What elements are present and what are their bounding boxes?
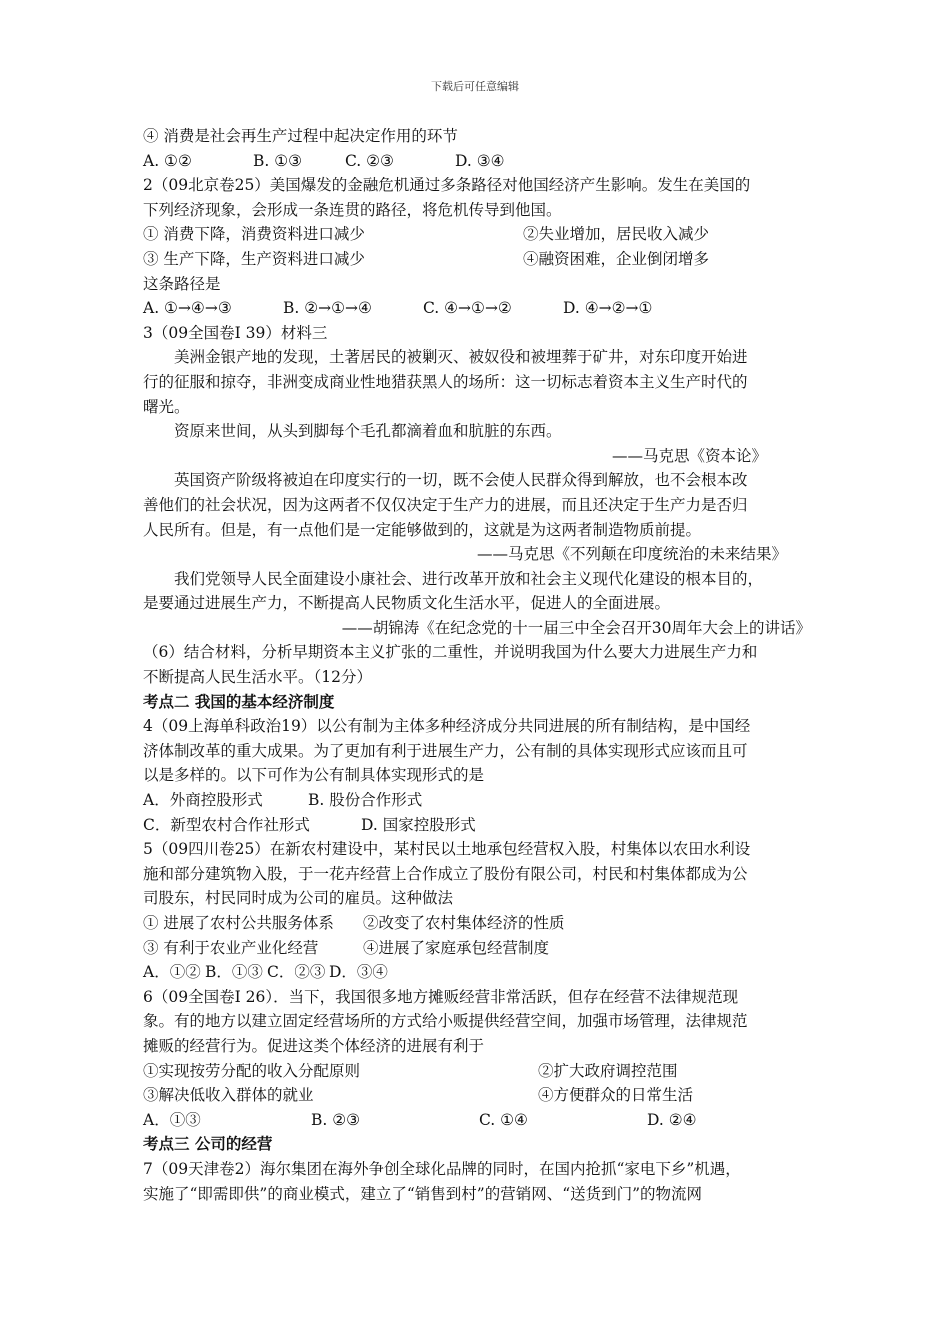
question-text: 5（09四川卷25）在新农村建设中，某村民以土地承包经营权入股，村集体以农田水利设 bbox=[143, 840, 751, 859]
option-b: B. ①③ bbox=[253, 151, 303, 170]
material-text: 曙光。 bbox=[143, 397, 190, 416]
material-text: 是要通过进展生产力，不断提高人民物质文化生活水平，促进人的全面进展。 bbox=[143, 594, 671, 613]
statement-row bbox=[143, 222, 823, 247]
statement-row bbox=[143, 247, 823, 272]
statement-3: ③ 生产下降，生产资料进口减少 bbox=[143, 249, 365, 268]
option-b: B. ②③ bbox=[311, 1110, 361, 1129]
question-text: 3（09全国卷Ⅰ 39）材料三 bbox=[143, 323, 328, 342]
answer-options bbox=[143, 296, 823, 321]
question-text: 济体制改革的重大成果。为了更加有利于进展生产力，公有制的具体实现形式应该而且可 bbox=[143, 741, 748, 760]
question-text: 6（09全国卷Ⅰ 26）．当下，我国很多地方摊贩经营非常活跃，但存在经营不法律规范现 bbox=[143, 987, 739, 1006]
question-text: 4（09上海单科政治19）以公有制为主体多种经济成分共同进展的所有制结构，是中国经 bbox=[143, 717, 751, 736]
question-text: 这条路径是 bbox=[143, 274, 221, 293]
material-text: 善他们的社会状况，因为这两者不仅仅决定于生产力的进展，而且还决定于生产力是否归 bbox=[143, 495, 748, 514]
option-c: C．②③ bbox=[267, 963, 326, 982]
answer-options bbox=[143, 149, 823, 174]
option-d: D. ④→②→① bbox=[563, 299, 653, 318]
document-body bbox=[143, 124, 823, 1206]
option-d: D. ②④ bbox=[647, 1110, 697, 1129]
answer-options bbox=[143, 1108, 823, 1133]
section-heading: 考点三 公司的经营 bbox=[143, 1135, 273, 1154]
statement-row bbox=[143, 911, 823, 936]
statement-4: ④融资困难，企业倒闭增多 bbox=[523, 249, 710, 268]
page-header: 下载后可任意编辑 bbox=[431, 80, 519, 93]
citation: ——胡锦涛《在纪念党的十一届三中全会召开30周年大会上的讲话》 bbox=[341, 618, 811, 637]
option-d: D．③④ bbox=[329, 963, 388, 982]
question-text: 象。有的地方以建立固定经营场所的方式给小贩提供经营空间，加强市场管理，法律规范 bbox=[143, 1012, 748, 1031]
material-text: 人民所有。但是，有一点他们是一定能够做到的，这就是为这两者制造物质前提。 bbox=[143, 520, 702, 539]
statement-2: ②失业增加，居民收入减少 bbox=[523, 225, 710, 244]
answer-options bbox=[143, 788, 823, 813]
statement-3: ③解决低收入群体的就业 bbox=[143, 1086, 314, 1105]
answer-options bbox=[143, 813, 823, 838]
statement-row bbox=[143, 936, 823, 961]
statement-3: ③ 有利于农业产业化经营 bbox=[143, 938, 319, 957]
option-c: C. ②③ bbox=[345, 151, 394, 170]
question-text: 司股东，村民同时成为公司的雇员。这种做法 bbox=[143, 889, 454, 908]
statement-1: ① 进展了农村公共服务体系 bbox=[143, 914, 334, 932]
answer-options bbox=[143, 960, 823, 985]
question-text: 以是多样的。以下可作为公有制具体实现形式的是 bbox=[143, 766, 485, 785]
option-a: A．①③ bbox=[143, 1110, 201, 1129]
option-c: C．新型农村合作社形式 bbox=[143, 815, 310, 834]
statement-row bbox=[143, 1083, 823, 1108]
material-text: 我们党领导人民全面建设小康社会、进行改革开放和社会主义现代化建设的根本目的， bbox=[174, 569, 764, 588]
question-text: 7（09天津卷2）海尔集团在海外争创全球化品牌的同时，在国内抢抓“家电下乡”机遇， bbox=[143, 1159, 741, 1178]
material-text: 资原来世间，从头到脚每个毛孔都滴着血和肮脏的东西。 bbox=[174, 422, 562, 441]
question-text: 实施了“即需即供”的商业模式，建立了“销售到村”的营销网、“送货到门”的物流网 bbox=[143, 1184, 703, 1203]
statement-1: ①实现按劳分配的收入分配原则 bbox=[143, 1061, 361, 1080]
option-a: A．外商控股形式 bbox=[143, 791, 263, 810]
statement-row bbox=[143, 1059, 823, 1084]
question-text: 不断提高人民生活水平。（12分） bbox=[143, 668, 372, 687]
material-text: 英国资产阶级将被迫在印度实行的一切，既不会使人民群众得到解放，也不会根本改 bbox=[174, 471, 748, 490]
statement-4: ④进展了家庭承包经营制度 bbox=[363, 938, 550, 957]
citation: ——马克思《不列颠在印度统治的未来结果》 bbox=[476, 545, 787, 564]
statement-2: ②扩大政府调控范围 bbox=[538, 1061, 678, 1080]
option-b: B．①③ bbox=[205, 963, 263, 982]
statement-1: ① 消费下降，消费资料进口减少 bbox=[143, 225, 365, 244]
option-a: A. ①→④→③ bbox=[143, 299, 232, 318]
citation: ——马克思《资本论》 bbox=[611, 446, 767, 465]
option-b: B. 股份合作形式 bbox=[308, 791, 423, 810]
question-text: 施和部分建筑物入股，于一花卉经营上合作成立了股份有限公司，村民和村集体都成为公 bbox=[143, 864, 748, 883]
option-d: D. ③④ bbox=[455, 151, 505, 170]
question-text: 2（09北京卷25）美国爆发的金融危机通过多条路径对他国经济产生影响。发生在美国的 bbox=[143, 176, 751, 195]
material-text: 行的征服和掠夺，非洲变成商业性地猎获黑人的场所：这一切标志着资本主义生产时代的 bbox=[143, 372, 748, 391]
option-c: C. ①④ bbox=[479, 1110, 528, 1129]
section-heading: 考点二 我国的基本经济制度 bbox=[143, 692, 335, 711]
option-a: A. ①② bbox=[143, 151, 192, 170]
option-b: B. ②→①→④ bbox=[283, 299, 372, 318]
question-text: （6）结合材料，分析早期资本主义扩张的二重性，并说明我国为什么要大力进展生产力和 bbox=[143, 643, 758, 662]
material-text: 美洲金银产地的发现，土著居民的被剿灭、被奴役和被埋葬于矿井，对东印度开始进 bbox=[174, 348, 748, 367]
option-d: D. 国家控股形式 bbox=[361, 815, 476, 834]
option-a: A．①② bbox=[143, 963, 201, 982]
statement-4: ④方便群众的日常生活 bbox=[538, 1086, 694, 1105]
question-text: 摊贩的经营行为。促进这类个体经济的进展有利于 bbox=[143, 1036, 485, 1055]
text-line: ④ 消费是社会再生产过程中起决定作用的环节 bbox=[143, 127, 458, 145]
statement-2: ②改变了农村集体经济的性质 bbox=[363, 914, 565, 932]
option-c: C. ④→①→② bbox=[423, 299, 512, 318]
question-text: 下列经济现象，会形成一条连贯的路径，将危机传导到他国。 bbox=[143, 200, 562, 219]
